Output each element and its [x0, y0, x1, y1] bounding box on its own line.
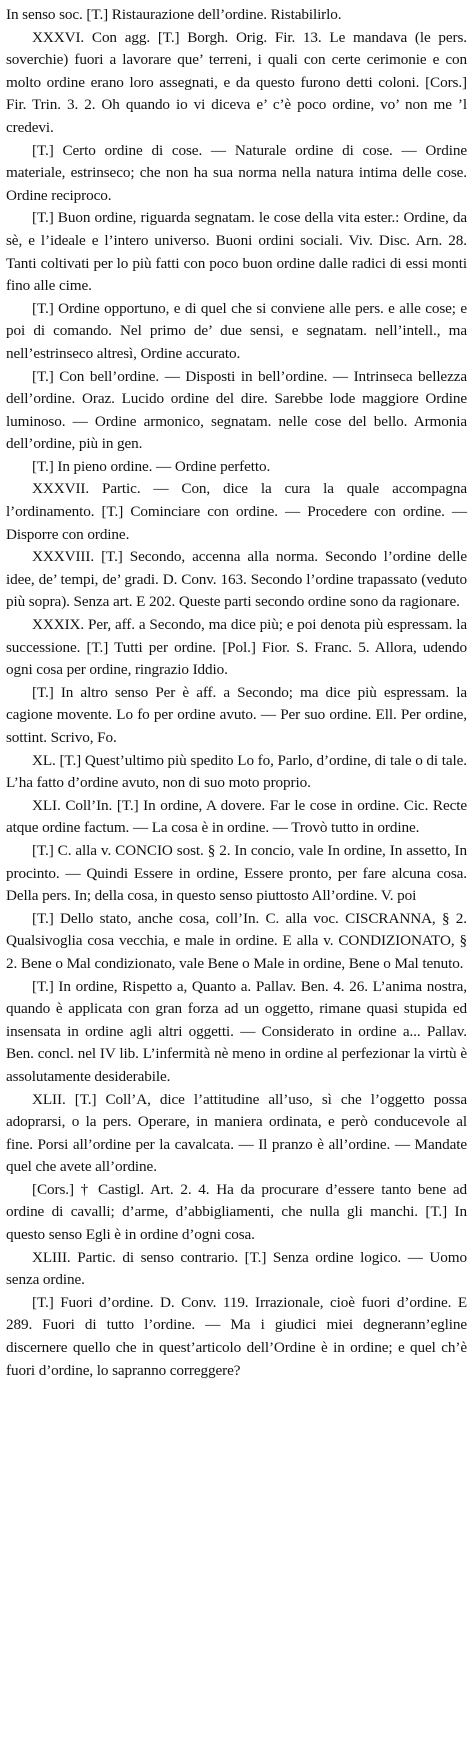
entry-paragraph: [T.] In pieno ordine. — Ordine perfetto.: [32, 457, 271, 475]
entry-paragraph: [T.] In ordine, Rispetto a, Quanto a. Pallav. Ben. 4. 26. L’anima nostra, quando è applicata con gran forza ad un oggetto, rimane quasi stupida ed insensata in ordine agli altri oggetti. — Considerato in ordine a... Pallav. Ben. concl. nel IV lib. L’infermità nè meno in ordine al perfezionar la virtù è assolutamente desiderabile.: [6, 977, 467, 1085]
entry-paragraph: [T.] In altro senso Per è aff. a Secondo; ma dice più espressam. la cagione movente. Lo fo per ordine avuto. — Per suo ordine. Ell. Per ordine, sottint. Scrivo, Fo.: [6, 683, 467, 746]
entry-paragraph: [T.] Ordine opportuno, e di quel che si conviene alle pers. e alle cose; e poi di comando. Nel primo de’ due sensi, e segnatam. nell’intell., ma nell’estrinseco altresì, Ordine accurato.: [6, 299, 467, 362]
entry-paragraph: [T.] Buon ordine, riguarda segnatam. le cose della vita ester.: Ordine, da sè, e l’ideale e l’intero universo. Buoni ordini sociali. Viv. Disc. Arn. 28. Tanti coltivati per lo più fatti con poco buon ordine dalle radici di essi monti fino alle cime.: [6, 209, 467, 295]
entry-paragraph: [Cors.] † Castigl. Art. 2. 4. Ha da procurare d’essere tanto bene ad ordine di cavalli; d’arme, d’abbigliamenti, che nulla gli manchi. [T.] In questo senso Egli è in ordine d’ogni cosa.: [6, 1180, 467, 1244]
entry-paragraph: XL. [T.] Quest’ultimo più spedito Lo fo, Parlo, d’ordine, di tale o di tale. L’ha fatto d’ordine avuto, non di suo moto proprio.: [6, 751, 467, 792]
entry-paragraph: [T.] Con bell’ordine. — Disposti in bell’ordine. — Intrinseca bellezza dell’ordine. Oraz. Lucido ordine del dire. Sarebbe lode maggiore Ordine luminoso. — Ordine armonico, segnatam. nelle cose del bello. Armonia dell’ordine, più in gen.: [6, 367, 467, 453]
entry-paragraph: [T.] Certo ordine di cose. — Naturale ordine di cose. — Ordine materiale, estrinseco; che non ha sua norma nella natura intima delle cose. Ordine reciproco.: [6, 141, 467, 204]
entry-paragraph: [T.] Fuori d’ordine. D. Conv. 119. Irrazionale, cioè fuori d’ordine. E 289. Fuori di tutto l’ordine. — Ma i giudici miei degnerann’egline discernere quello che in quest’articolo dell’Ordine è in ordine; e quel ch’è fuori d’ordine, lo sapranno correggere?: [6, 1293, 467, 1379]
entry-paragraph: XLI. Coll’In. [T.] In ordine, A dovere. Far le cose in ordine. Cic. Recte atque ordine factum. — La cosa è in ordine. — Trovò tutto in ordine.: [6, 796, 467, 837]
entry-paragraph: XXXVI. Con agg. [T.] Borgh. Orig. Fir. 13. Le mandava (le pers. soverchie) fuori a lavorare que’ terreni, i quali con certe cerimonie e con molto ordine erano loro assegnati, e da questo furono detti coloni. [Cors.] Fir. Trin. 3. 2. Oh quando io vi diceva e’ c’è poco ordine, vo’ non me ’l credevi.: [6, 28, 467, 136]
entry-paragraph: XLII. [T.] Coll’A, dice l’attitudine all’uso, sì che l’oggetto possa adoprarsi, o la pers. Operare, in maniera ordinata, e però conducevole al fine. Porsi all’ordine per la cavalcata. — Il pranzo è all’ordine. — Mandate quel che avete all’ordine.: [6, 1090, 467, 1176]
entry-paragraph: [T.] Dello stato, anche cosa, coll’In. C. alla voc. CISCRANNA, § 2. Qualsivoglia cosa vecchia, e male in ordine. E alla v. CONDIZIONATO, § 2. Bene o Mal condizionato, vale Bene o Male in ordine, Bene o Mal tenuto.: [6, 909, 467, 972]
entry-paragraph: XXXVIII. [T.] Secondo, accenna alla norma. Secondo l’ordine delle idee, de’ tempi, de’ gradi. D. Conv. 163. Secondo l’ordine trapassato (veduto più sopra). Senza art. E 202. Queste parti secondo ordine sono da ragionare.: [6, 548, 467, 611]
entry-paragraph: XXXIX. Per, aff. a Secondo, ma dice più; e poi denota più espressam. la successione. [T.] Tutti per ordine. [Pol.] Fior. S. Franc. 5. Allora, udendo ogni cosa per ordine, ringrazio Iddio.: [6, 616, 467, 679]
entry-paragraph: XXXVII. Partic. — Con, dice la cura la quale accompagna l’ordinamento. [T.] Cominciare con ordine. — Procedere con ordine. — Disporre con ordine.: [6, 480, 467, 543]
entry-paragraph: XLIII. Partic. di senso contrario. [T.] Senza ordine logico. — Uomo senza ordine.: [6, 1248, 467, 1289]
entry-paragraph: [T.] C. alla v. CONCIO sost. § 2. In concio, vale In ordine, In assetto, In procinto. — Quindi Essere in ordine, Essere pronto, per fare alcuna cosa. Della pers. In; della cosa, in questo senso piuttosto All’ordine. V. poi: [6, 841, 467, 905]
entry-paragraph: In senso soc. [T.] Ristaurazione dell’ordine. Ristabilirlo.: [6, 6, 342, 23]
